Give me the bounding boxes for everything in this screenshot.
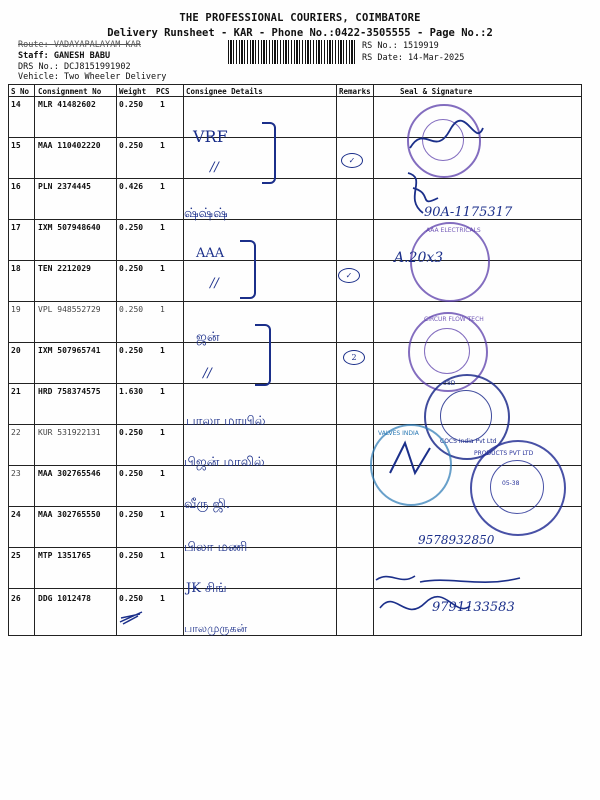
company-stamp-inner (424, 328, 470, 374)
col-header-consignment: Consignment No (38, 87, 102, 96)
col-header-seal: Seal & Signature (400, 87, 473, 96)
vehicle-label: Vehicle: Two Wheeler Delivery (18, 72, 167, 82)
table-row: 15 MAA 110402220 0.250 1 (11, 141, 165, 150)
stamp-label: COCS India Pvt Ltd (440, 438, 497, 445)
bracket-mark (255, 324, 271, 386)
stamp-label: VALVES INDIA (378, 430, 419, 437)
table-row: 25 MTP 1351765 0.250 1 (11, 551, 165, 560)
handwritten-consignee: பிலா மணி (184, 540, 248, 555)
remark-mark: 2 (343, 350, 365, 365)
table-row: 26 DDG 1012478 0.250 1 (11, 594, 165, 603)
handwritten-consignee: AAA (196, 246, 225, 261)
company-stamp-inner (490, 460, 544, 514)
col-header-weight: Weight (119, 87, 147, 96)
company-stamp-inner (440, 390, 492, 442)
handwritten-consignee: பாலா மாயில் (186, 414, 266, 429)
barcode (228, 40, 356, 64)
signature-text: A.20x3 (394, 250, 444, 266)
runsheet-subtitle: Delivery Runsheet - KAR - Phone No.:0422-3505555 - Page No.:2 (107, 27, 493, 39)
signature-scribble (398, 168, 448, 218)
col-header-pcs: PCS (156, 87, 170, 96)
col-header-consignee: Consignee Details (186, 87, 263, 96)
rs-number: RS No.: 1519919 (362, 41, 439, 51)
stamp-label: -38D (441, 380, 456, 387)
company-title: THE PROFESSIONAL COURIERS, COIMBATORE (179, 12, 421, 24)
table-row: 20 IXM 507965741 0.250 1 (11, 346, 165, 355)
stamp-label: CIRCUR FLOW TECH (424, 316, 484, 323)
signature-text: 9578932850 (418, 533, 495, 547)
handwritten-consignee: வீரு ஜி. (184, 497, 230, 512)
handwritten-ditto: // (210, 276, 219, 291)
signature-scribble (385, 438, 435, 478)
stamp-label: AAA ELECTRICALS (426, 227, 481, 234)
handwritten-consignee: VRF (193, 127, 228, 146)
drs-label: DRS No.: DCJ8151991902 (18, 62, 131, 72)
col-header-sno: S No (11, 87, 30, 96)
stamp-label: 05-38 (502, 480, 520, 487)
route-label: Route: VADAYAPALAYAM KAR (18, 40, 141, 50)
signature-text: 90A-1175317 (424, 205, 513, 220)
table-row: 17 IXM 507948640 0.250 1 (11, 223, 165, 232)
table-row: 19 VPL 948552729 0.250 1 (11, 305, 165, 314)
remark-check-mark: ✓ (338, 268, 360, 283)
signature-text: 9791133583 (432, 600, 515, 615)
table-row: 23 MAA 302765546 0.250 1 (11, 469, 165, 478)
rs-date: RS Date: 14-Mar-2025 (362, 53, 465, 63)
table-row: 16 PLN 2374445 0.426 1 (11, 182, 165, 191)
table-row: 24 MAA 302765550 0.250 1 (11, 510, 165, 519)
table-row: 14 MLR 41482602 0.250 1 (11, 100, 165, 109)
handwritten-ditto: // (210, 160, 219, 175)
handwritten-consignee: ஜன் (196, 330, 220, 345)
table-row: 22 KUR 531922131 0.250 1 (11, 428, 165, 437)
remark-check-mark: ✓ (341, 153, 363, 168)
handwritten-consignee: பிஜன் மாலில் (184, 455, 265, 470)
handwritten-ditto: // (203, 366, 212, 381)
table-row: 21 HRD 758374575 1.630 1 (11, 387, 165, 396)
handwritten-consignee: ஷ்ஷ்ஷ் (184, 206, 228, 221)
runsheet-table (8, 84, 582, 636)
signature-scribble (405, 118, 485, 158)
bracket-mark (262, 122, 276, 184)
staff-label: Staff: GANESH BABU (18, 51, 111, 61)
stamp-label: PRODUCTS PVT LTD (474, 450, 534, 457)
col-header-remarks: Remarks (339, 87, 371, 96)
bracket-mark (240, 240, 256, 299)
scribble-mark (118, 608, 144, 626)
table-row: 18 TEN 2212029 0.250 1 (11, 264, 165, 273)
handwritten-consignee: JK சிங் (186, 581, 227, 596)
handwritten-consignee: பாலமுருகன் (184, 622, 248, 635)
